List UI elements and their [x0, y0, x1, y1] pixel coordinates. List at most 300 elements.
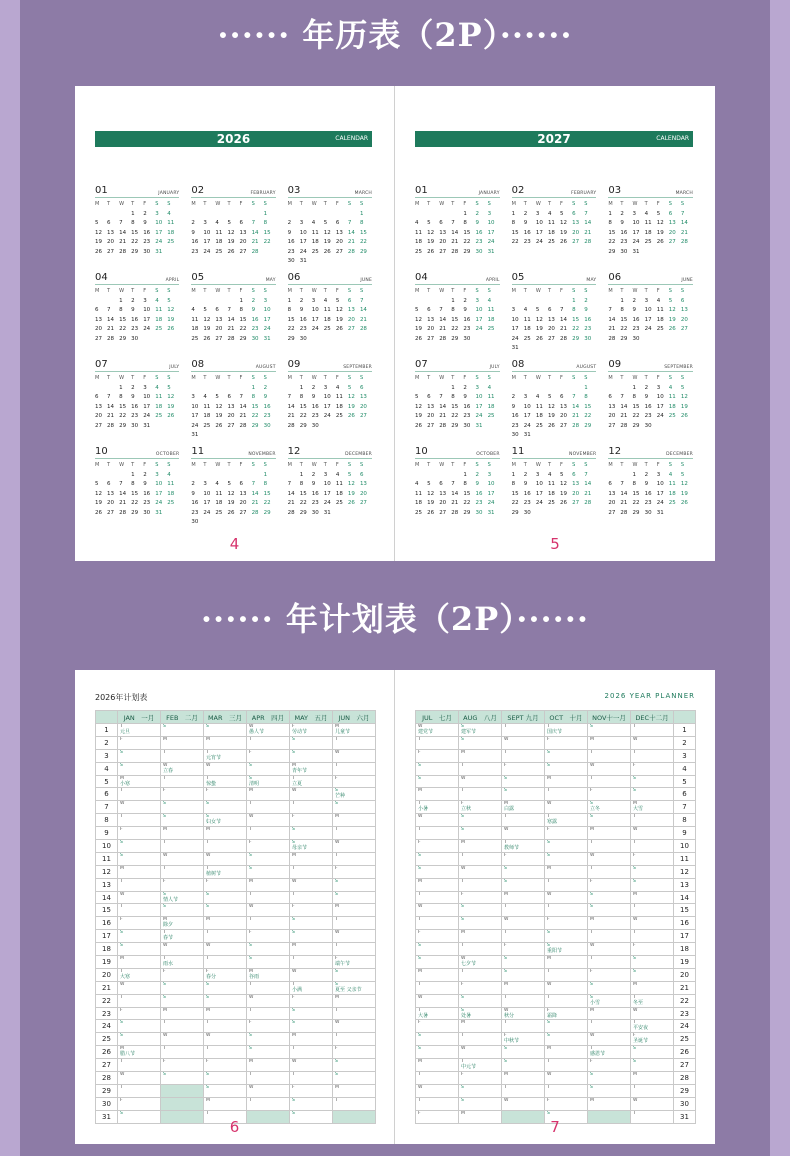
planner-cell[interactable]	[545, 840, 588, 853]
planner-cell[interactable]	[502, 840, 545, 853]
planner-cell[interactable]	[161, 917, 204, 930]
planner-cell[interactable]	[459, 724, 502, 737]
planner-cell[interactable]	[161, 1097, 204, 1110]
planner-cell[interactable]	[631, 994, 674, 1007]
planner-cell[interactable]	[290, 904, 333, 917]
planner-cell[interactable]	[631, 1072, 674, 1085]
planner-cell[interactable]	[247, 1033, 290, 1046]
planner-cell[interactable]	[161, 814, 204, 827]
planner-cell[interactable]	[545, 1007, 588, 1020]
planner-cell[interactable]	[459, 904, 502, 917]
planner-cell[interactable]	[631, 788, 674, 801]
planner-cell[interactable]	[502, 981, 545, 994]
planner-cell[interactable]	[204, 724, 247, 737]
planner-cell[interactable]	[118, 801, 161, 814]
planner-cell[interactable]	[588, 736, 631, 749]
planner-cell[interactable]	[204, 1007, 247, 1020]
planner-cell[interactable]	[588, 930, 631, 943]
planner-cell[interactable]	[588, 981, 631, 994]
planner-cell[interactable]	[416, 943, 459, 956]
planner-cell[interactable]	[631, 840, 674, 853]
planner-cell[interactable]	[502, 852, 545, 865]
planner-cell[interactable]	[247, 1097, 290, 1110]
planner-cell[interactable]	[247, 878, 290, 891]
planner-cell[interactable]	[459, 1007, 502, 1020]
planner-cell[interactable]	[545, 968, 588, 981]
planner-cell[interactable]	[204, 1097, 247, 1110]
planner-cell[interactable]	[588, 1007, 631, 1020]
planner-cell[interactable]	[204, 749, 247, 762]
planner-cell[interactable]	[290, 1097, 333, 1110]
planner-cell[interactable]	[204, 1046, 247, 1059]
planner-cell[interactable]	[118, 762, 161, 775]
planner-cell[interactable]	[247, 994, 290, 1007]
planner-cell[interactable]	[459, 1097, 502, 1110]
planner-cell[interactable]	[545, 1097, 588, 1110]
planner-cell[interactable]	[204, 878, 247, 891]
planner-cell[interactable]	[204, 930, 247, 943]
planner-cell[interactable]	[247, 891, 290, 904]
planner-cell[interactable]	[416, 724, 459, 737]
planner-cell[interactable]	[247, 1007, 290, 1020]
planner-cell[interactable]	[204, 994, 247, 1007]
planner-cell[interactable]	[247, 1059, 290, 1072]
planner-cell[interactable]	[631, 814, 674, 827]
planner-cell[interactable]	[588, 1020, 631, 1033]
planner-cell[interactable]	[588, 994, 631, 1007]
planner-cell[interactable]	[545, 904, 588, 917]
planner-cell[interactable]	[459, 814, 502, 827]
planner-cell[interactable]	[459, 788, 502, 801]
planner-cell[interactable]	[502, 994, 545, 1007]
planner-cell[interactable]	[204, 762, 247, 775]
planner-cell[interactable]	[502, 917, 545, 930]
planner-cell[interactable]	[204, 865, 247, 878]
planner-cell[interactable]	[161, 801, 204, 814]
planner-cell[interactable]	[118, 930, 161, 943]
planner-cell[interactable]	[631, 1059, 674, 1072]
planner-cell[interactable]	[333, 801, 376, 814]
planner-cell[interactable]	[247, 904, 290, 917]
planner-cell[interactable]	[502, 1007, 545, 1020]
planner-cell[interactable]	[545, 788, 588, 801]
planner-cell[interactable]	[502, 1084, 545, 1097]
planner-cell[interactable]	[247, 788, 290, 801]
planner-cell[interactable]	[290, 762, 333, 775]
planner-cell[interactable]	[118, 865, 161, 878]
planner-cell[interactable]	[459, 1033, 502, 1046]
planner-cell[interactable]	[161, 994, 204, 1007]
planner-cell[interactable]	[416, 762, 459, 775]
planner-cell[interactable]	[333, 1072, 376, 1085]
planner-cell[interactable]	[545, 943, 588, 956]
planner-cell[interactable]	[204, 1059, 247, 1072]
planner-cell[interactable]	[204, 904, 247, 917]
planner-cell[interactable]	[545, 1046, 588, 1059]
planner-cell[interactable]	[502, 1020, 545, 1033]
planner-cell[interactable]	[118, 840, 161, 853]
planner-cell[interactable]	[502, 968, 545, 981]
planner-cell[interactable]	[247, 775, 290, 788]
planner-cell[interactable]	[459, 1046, 502, 1059]
planner-cell[interactable]	[588, 749, 631, 762]
planner-cell[interactable]	[204, 981, 247, 994]
planner-cell[interactable]	[290, 1033, 333, 1046]
planner-cell[interactable]	[161, 724, 204, 737]
planner-cell[interactable]	[502, 801, 545, 814]
planner-cell[interactable]	[416, 1084, 459, 1097]
planner-cell[interactable]	[204, 775, 247, 788]
planner-cell[interactable]	[459, 981, 502, 994]
planner-cell[interactable]	[588, 801, 631, 814]
planner-cell[interactable]	[247, 749, 290, 762]
planner-cell[interactable]	[588, 943, 631, 956]
planner-cell[interactable]	[459, 943, 502, 956]
planner-cell[interactable]	[416, 840, 459, 853]
planner-cell[interactable]	[588, 814, 631, 827]
planner-cell[interactable]	[333, 981, 376, 994]
planner-cell[interactable]	[588, 788, 631, 801]
planner-cell[interactable]	[290, 981, 333, 994]
planner-cell[interactable]	[333, 904, 376, 917]
planner-cell[interactable]	[118, 917, 161, 930]
planner-cell[interactable]	[333, 878, 376, 891]
planner-cell[interactable]	[588, 840, 631, 853]
planner-cell[interactable]	[588, 891, 631, 904]
planner-cell[interactable]	[290, 840, 333, 853]
planner-cell[interactable]	[588, 1097, 631, 1110]
planner-cell[interactable]	[118, 904, 161, 917]
planner-cell[interactable]	[290, 1059, 333, 1072]
planner-cell[interactable]	[502, 865, 545, 878]
planner-cell[interactable]	[502, 1059, 545, 1072]
planner-cell[interactable]	[161, 1007, 204, 1020]
planner-cell[interactable]	[333, 1084, 376, 1097]
planner-cell[interactable]	[204, 891, 247, 904]
planner-cell[interactable]	[161, 956, 204, 969]
planner-cell[interactable]	[459, 852, 502, 865]
planner-cell[interactable]	[204, 840, 247, 853]
planner-cell[interactable]	[502, 1097, 545, 1110]
planner-cell[interactable]	[631, 956, 674, 969]
planner-cell[interactable]	[247, 1072, 290, 1085]
planner-cell[interactable]	[118, 981, 161, 994]
planner-cell[interactable]	[459, 891, 502, 904]
planner-cell[interactable]	[588, 865, 631, 878]
planner-cell[interactable]	[161, 1020, 204, 1033]
planner-cell[interactable]	[545, 1033, 588, 1046]
planner-cell[interactable]	[333, 775, 376, 788]
planner-cell[interactable]	[416, 891, 459, 904]
planner-cell[interactable]	[459, 801, 502, 814]
planner-cell[interactable]	[247, 1020, 290, 1033]
planner-cell[interactable]	[161, 891, 204, 904]
planner-cell[interactable]	[333, 1097, 376, 1110]
planner-cell[interactable]	[416, 749, 459, 762]
planner-cell[interactable]	[588, 956, 631, 969]
planner-cell[interactable]	[416, 852, 459, 865]
planner-cell[interactable]	[161, 762, 204, 775]
planner-cell[interactable]	[333, 724, 376, 737]
planner-cell[interactable]	[161, 930, 204, 943]
planner-cell[interactable]	[545, 736, 588, 749]
planner-cell[interactable]	[416, 788, 459, 801]
planner-cell[interactable]	[545, 956, 588, 969]
planner-cell[interactable]	[290, 917, 333, 930]
planner-cell[interactable]	[333, 891, 376, 904]
planner-cell[interactable]	[545, 801, 588, 814]
planner-cell[interactable]	[290, 943, 333, 956]
planner-cell[interactable]	[247, 968, 290, 981]
planner-cell[interactable]	[290, 891, 333, 904]
planner-cell[interactable]	[333, 1046, 376, 1059]
planner-cell[interactable]	[333, 994, 376, 1007]
planner-cell[interactable]	[545, 775, 588, 788]
planner-cell[interactable]	[161, 775, 204, 788]
planner-cell[interactable]	[545, 891, 588, 904]
planner-cell[interactable]	[333, 917, 376, 930]
planner-cell[interactable]	[588, 762, 631, 775]
planner-cell[interactable]	[416, 994, 459, 1007]
planner-cell[interactable]	[631, 801, 674, 814]
planner-cell[interactable]	[204, 1033, 247, 1046]
planner-cell[interactable]	[502, 762, 545, 775]
planner-cell[interactable]	[416, 1097, 459, 1110]
planner-cell[interactable]	[333, 1020, 376, 1033]
planner-cell[interactable]	[161, 1084, 204, 1097]
planner-cell[interactable]	[459, 762, 502, 775]
planner-cell[interactable]	[290, 801, 333, 814]
planner-cell[interactable]	[247, 801, 290, 814]
planner-cell[interactable]	[545, 1072, 588, 1085]
planner-cell[interactable]	[416, 981, 459, 994]
planner-cell[interactable]	[118, 749, 161, 762]
planner-cell[interactable]	[416, 956, 459, 969]
planner-cell[interactable]	[416, 1033, 459, 1046]
planner-cell[interactable]	[459, 994, 502, 1007]
planner-cell[interactable]	[416, 1020, 459, 1033]
planner-cell[interactable]	[502, 878, 545, 891]
planner-cell[interactable]	[247, 981, 290, 994]
planner-cell[interactable]	[333, 736, 376, 749]
planner-cell[interactable]	[588, 1033, 631, 1046]
planner-cell[interactable]	[459, 956, 502, 969]
planner-cell[interactable]	[588, 775, 631, 788]
planner-cell[interactable]	[502, 930, 545, 943]
planner-cell[interactable]	[588, 852, 631, 865]
planner-cell[interactable]	[502, 1046, 545, 1059]
planner-cell[interactable]	[161, 1059, 204, 1072]
planner-cell[interactable]	[459, 930, 502, 943]
planner-cell[interactable]	[290, 956, 333, 969]
planner-cell[interactable]	[545, 981, 588, 994]
planner-cell[interactable]	[588, 1059, 631, 1072]
planner-cell[interactable]	[290, 749, 333, 762]
planner-cell[interactable]	[545, 994, 588, 1007]
planner-cell[interactable]	[416, 1072, 459, 1085]
planner-cell[interactable]	[290, 827, 333, 840]
planner-cell[interactable]	[118, 994, 161, 1007]
planner-cell[interactable]	[161, 878, 204, 891]
planner-cell[interactable]	[588, 1084, 631, 1097]
planner-cell[interactable]	[333, 827, 376, 840]
planner-cell[interactable]	[247, 930, 290, 943]
planner-cell[interactable]	[247, 762, 290, 775]
planner-cell[interactable]	[588, 827, 631, 840]
planner-cell[interactable]	[502, 1033, 545, 1046]
planner-cell[interactable]	[502, 736, 545, 749]
planner-cell[interactable]	[290, 865, 333, 878]
planner-cell[interactable]	[459, 865, 502, 878]
planner-cell[interactable]	[118, 1033, 161, 1046]
planner-cell[interactable]	[204, 814, 247, 827]
planner-cell[interactable]	[118, 736, 161, 749]
planner-cell[interactable]	[118, 956, 161, 969]
planner-cell[interactable]	[204, 956, 247, 969]
planner-cell[interactable]	[545, 1059, 588, 1072]
planner-cell[interactable]	[416, 878, 459, 891]
planner-cell[interactable]	[290, 814, 333, 827]
planner-cell[interactable]	[161, 1072, 204, 1085]
planner-cell[interactable]	[631, 943, 674, 956]
planner-cell[interactable]	[247, 852, 290, 865]
planner-cell[interactable]	[290, 994, 333, 1007]
planner-cell[interactable]	[333, 1007, 376, 1020]
planner-cell[interactable]	[204, 852, 247, 865]
planner-cell[interactable]	[118, 1072, 161, 1085]
planner-cell[interactable]	[459, 1072, 502, 1085]
planner-cell[interactable]	[333, 930, 376, 943]
planner-cell[interactable]	[502, 814, 545, 827]
planner-cell[interactable]	[161, 840, 204, 853]
planner-cell[interactable]	[290, 775, 333, 788]
planner-cell[interactable]	[333, 788, 376, 801]
planner-cell[interactable]	[545, 827, 588, 840]
planner-cell[interactable]	[631, 736, 674, 749]
planner-cell[interactable]	[502, 788, 545, 801]
planner-cell[interactable]	[118, 1046, 161, 1059]
planner-cell[interactable]	[290, 1020, 333, 1033]
planner-cell[interactable]	[631, 1084, 674, 1097]
planner-cell[interactable]	[204, 736, 247, 749]
planner-cell[interactable]	[416, 968, 459, 981]
planner-cell[interactable]	[631, 968, 674, 981]
planner-cell[interactable]	[588, 878, 631, 891]
planner-cell[interactable]	[545, 814, 588, 827]
planner-cell[interactable]	[161, 852, 204, 865]
planner-cell[interactable]	[204, 1084, 247, 1097]
planner-cell[interactable]	[161, 968, 204, 981]
planner-cell[interactable]	[247, 724, 290, 737]
planner-cell[interactable]	[333, 1059, 376, 1072]
planner-cell[interactable]	[631, 891, 674, 904]
planner-cell[interactable]	[118, 814, 161, 827]
planner-cell[interactable]	[631, 852, 674, 865]
planner-cell[interactable]	[631, 749, 674, 762]
planner-cell[interactable]	[290, 1084, 333, 1097]
planner-cell[interactable]	[588, 968, 631, 981]
planner-cell[interactable]	[459, 840, 502, 853]
planner-cell[interactable]	[545, 878, 588, 891]
planner-cell[interactable]	[161, 749, 204, 762]
planner-cell[interactable]	[333, 865, 376, 878]
planner-cell[interactable]	[247, 917, 290, 930]
planner-cell[interactable]	[247, 736, 290, 749]
planner-cell[interactable]	[502, 724, 545, 737]
planner-cell[interactable]	[161, 736, 204, 749]
planner-cell[interactable]	[118, 1020, 161, 1033]
planner-cell[interactable]	[161, 1046, 204, 1059]
planner-cell[interactable]	[459, 878, 502, 891]
planner-cell[interactable]	[631, 762, 674, 775]
planner-cell[interactable]	[333, 956, 376, 969]
planner-cell[interactable]	[118, 724, 161, 737]
planner-cell[interactable]	[631, 724, 674, 737]
planner-cell[interactable]	[416, 1007, 459, 1020]
planner-cell[interactable]	[118, 827, 161, 840]
planner-cell[interactable]	[290, 1046, 333, 1059]
planner-cell[interactable]	[545, 749, 588, 762]
planner-cell[interactable]	[247, 827, 290, 840]
planner-cell[interactable]	[247, 943, 290, 956]
planner-cell[interactable]	[502, 749, 545, 762]
planner-cell[interactable]	[631, 1033, 674, 1046]
planner-cell[interactable]	[631, 917, 674, 930]
planner-cell[interactable]	[416, 865, 459, 878]
planner-cell[interactable]	[333, 762, 376, 775]
planner-cell[interactable]	[631, 1097, 674, 1110]
planner-cell[interactable]	[118, 878, 161, 891]
planner-cell[interactable]	[290, 736, 333, 749]
planner-cell[interactable]	[545, 724, 588, 737]
planner-cell[interactable]	[204, 801, 247, 814]
planner-cell[interactable]	[588, 1072, 631, 1085]
planner-cell[interactable]	[333, 749, 376, 762]
planner-cell[interactable]	[290, 968, 333, 981]
planner-cell[interactable]	[631, 930, 674, 943]
planner-cell[interactable]	[416, 917, 459, 930]
planner-cell[interactable]	[416, 827, 459, 840]
planner-cell[interactable]	[459, 917, 502, 930]
planner-cell[interactable]	[247, 865, 290, 878]
planner-cell[interactable]	[247, 1084, 290, 1097]
planner-cell[interactable]	[204, 968, 247, 981]
planner-cell[interactable]	[545, 762, 588, 775]
planner-cell[interactable]	[161, 981, 204, 994]
planner-cell[interactable]	[161, 1033, 204, 1046]
planner-cell[interactable]	[631, 1046, 674, 1059]
planner-cell[interactable]	[204, 827, 247, 840]
planner-cell[interactable]	[416, 1046, 459, 1059]
planner-cell[interactable]	[333, 840, 376, 853]
planner-cell[interactable]	[290, 1007, 333, 1020]
planner-cell[interactable]	[290, 1072, 333, 1085]
planner-cell[interactable]	[204, 943, 247, 956]
planner-cell[interactable]	[459, 827, 502, 840]
planner-cell[interactable]	[118, 943, 161, 956]
planner-cell[interactable]	[545, 865, 588, 878]
planner-cell[interactable]	[416, 775, 459, 788]
planner-cell[interactable]	[333, 1033, 376, 1046]
planner-cell[interactable]	[204, 1072, 247, 1085]
planner-cell[interactable]	[502, 943, 545, 956]
planner-cell[interactable]	[502, 1072, 545, 1085]
planner-cell[interactable]	[118, 1084, 161, 1097]
planner-cell[interactable]	[416, 736, 459, 749]
planner-cell[interactable]	[459, 1020, 502, 1033]
planner-cell[interactable]	[118, 788, 161, 801]
planner-cell[interactable]	[631, 904, 674, 917]
